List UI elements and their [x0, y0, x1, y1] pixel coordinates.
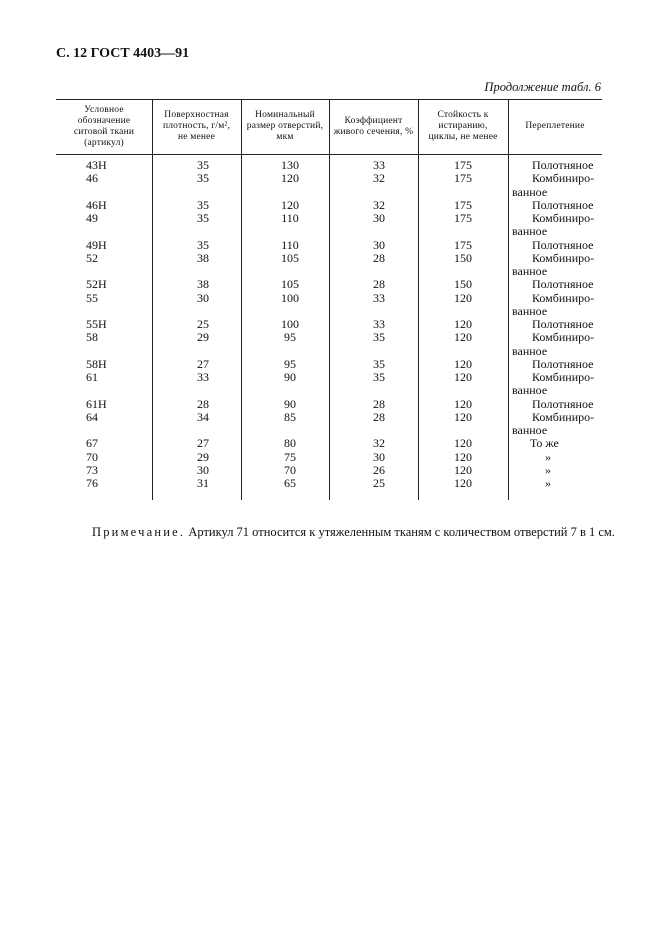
column-header-line: не менее — [177, 132, 216, 142]
cell-wear: 150 — [454, 277, 472, 292]
table-row — [56, 199, 602, 212]
cell-coef: 33 — [373, 290, 385, 305]
table-row-continuation — [56, 305, 602, 318]
cell-density: 27 — [197, 356, 209, 371]
table-row — [56, 358, 602, 371]
cell-density: 38 — [197, 277, 209, 292]
cell-size: 130 — [281, 158, 299, 172]
column-header-line: обозначение — [77, 115, 131, 126]
page-header: С. 12 ГОСТ 4403—91 — [56, 46, 190, 61]
cell-wear: 175 — [454, 237, 472, 252]
column-header — [241, 100, 329, 153]
table-body — [56, 159, 602, 490]
table-row — [56, 239, 602, 252]
table-row-continuation — [56, 225, 602, 238]
column-header-line: истиранию, — [438, 121, 488, 131]
column-header — [508, 100, 602, 153]
weave-line: То же — [530, 436, 559, 451]
weave-line: Полотняное — [532, 158, 594, 172]
table-row — [56, 318, 602, 331]
weave-line-continued: ванное — [512, 383, 548, 398]
table-row — [56, 451, 602, 464]
cell-wear: 120 — [454, 290, 472, 305]
cell-coef: 35 — [373, 356, 385, 371]
cell-coef: 25 — [373, 476, 385, 490]
table-row — [56, 464, 602, 477]
weave-line: Комбиниро- — [532, 409, 595, 424]
cell-coef: 30 — [373, 449, 385, 464]
cell-article: 67 — [86, 436, 98, 451]
cell-wear: 120 — [454, 449, 472, 464]
table-row — [56, 371, 602, 384]
cell-size: 90 — [284, 370, 296, 384]
cell-size: 75 — [284, 449, 296, 464]
column-header-line: размер отверстий, — [246, 121, 324, 131]
weave-line: Комбиниро- — [532, 330, 595, 345]
table-row-continuation — [56, 345, 602, 358]
cell-size: 110 — [281, 237, 299, 252]
cell-wear: 120 — [454, 396, 472, 411]
cell-article: 73 — [86, 462, 98, 477]
weave-line: » — [545, 462, 551, 477]
weave-line: Комбиниро- — [532, 250, 595, 265]
table-row-continuation — [56, 424, 602, 437]
cell-density: 30 — [197, 290, 209, 305]
table-row — [56, 252, 602, 265]
table-row — [56, 398, 602, 411]
cell-wear: 150 — [454, 250, 472, 265]
column-header — [56, 100, 152, 153]
cell-density: 35 — [197, 211, 209, 225]
column-header-line: ситовой ткани — [73, 126, 135, 137]
column-header — [152, 100, 241, 153]
cell-article: 43Н — [86, 158, 107, 172]
cell-size: 85 — [284, 409, 296, 424]
cell-size: 65 — [284, 476, 296, 490]
weave-line-continued: ванное — [512, 423, 548, 437]
table-row-continuation — [56, 265, 602, 278]
weave-line-continued: ванное — [512, 224, 548, 239]
cell-coef: 28 — [373, 277, 385, 292]
cell-article: 58 — [86, 330, 98, 345]
cell-article: 52 — [86, 250, 98, 265]
column-header-line: Условное — [84, 104, 124, 115]
cell-coef: 30 — [373, 237, 385, 252]
column-header-line: живого сечения, % — [333, 126, 414, 137]
column-header-line: плотность, г/м², — [162, 121, 231, 131]
cell-size: 90 — [284, 396, 296, 411]
weave-line: Комбиниро- — [532, 171, 595, 186]
cell-coef: 32 — [373, 171, 385, 186]
table-row — [56, 278, 602, 291]
cell-wear: 120 — [454, 370, 472, 384]
weave-line: Полотняное — [532, 237, 594, 252]
cell-density: 35 — [197, 158, 209, 172]
cell-size: 105 — [281, 250, 299, 265]
cell-wear: 175 — [454, 197, 472, 212]
weave-line-continued: ванное — [512, 303, 548, 318]
cell-coef: 28 — [373, 396, 385, 411]
cell-article: 64 — [86, 409, 98, 424]
cell-wear: 120 — [454, 356, 472, 371]
cell-density: 29 — [197, 449, 209, 464]
column-header-line: (артикул) — [84, 137, 124, 148]
weave-line-continued: ванное — [512, 264, 548, 278]
column-header-line: Коэффициент — [344, 115, 403, 126]
cell-density: 31 — [197, 476, 209, 490]
cell-article: 52Н — [86, 277, 107, 292]
cell-wear: 175 — [454, 158, 472, 172]
cell-wear: 120 — [454, 317, 472, 331]
weave-line: Полотняное — [532, 396, 594, 411]
weave-line: Полотняное — [532, 277, 594, 292]
note-text: Артикул 71 относится к утяжеленным тканям с количеством отверстий 7 в 1 см. — [185, 525, 615, 539]
weave-line-continued: ванное — [512, 184, 548, 199]
cell-size: 95 — [284, 356, 296, 371]
cell-size: 100 — [281, 290, 299, 305]
cell-density: 38 — [197, 250, 209, 265]
cell-article: 58Н — [86, 356, 107, 371]
cell-coef: 32 — [373, 436, 385, 451]
cell-coef: 26 — [373, 462, 385, 477]
weave-line: » — [545, 476, 551, 490]
cell-density: 25 — [197, 317, 209, 331]
note-label: Примечание. — [92, 525, 186, 539]
cell-density: 33 — [197, 370, 209, 384]
table-continuation-label: Продолжение табл. 6 — [484, 80, 601, 94]
column-header-line: мкм — [276, 132, 294, 142]
cell-coef: 35 — [373, 370, 385, 384]
weave-line: Полотняное — [532, 356, 594, 371]
cell-coef: 28 — [373, 409, 385, 424]
cell-size: 110 — [281, 211, 299, 225]
cell-density: 35 — [197, 171, 209, 186]
cell-coef: 33 — [373, 158, 385, 172]
cell-density: 28 — [197, 396, 209, 411]
table-note — [92, 525, 615, 540]
weave-line: Полотняное — [532, 317, 594, 331]
table-row — [56, 172, 602, 185]
column-header — [329, 100, 418, 153]
cell-coef: 32 — [373, 197, 385, 212]
cell-article: 46Н — [86, 197, 107, 212]
weave-line: Комбиниро- — [532, 370, 595, 384]
table-row-continuation — [56, 186, 602, 199]
cell-article: 70 — [86, 449, 98, 464]
column-header-line: Номинальный — [255, 110, 315, 120]
cell-density: 29 — [197, 330, 209, 345]
cell-density: 27 — [197, 436, 209, 451]
cell-size: 120 — [281, 171, 299, 186]
column-header-line: циклы, не менее — [428, 132, 498, 142]
cell-article: 76 — [86, 476, 98, 490]
cell-article: 61Н — [86, 396, 107, 411]
cell-density: 34 — [197, 409, 209, 424]
cell-wear: 120 — [454, 476, 472, 490]
cell-size: 105 — [281, 277, 299, 292]
cell-size: 80 — [284, 436, 296, 451]
cell-article: 55 — [86, 290, 98, 305]
weave-line: Комбиниро- — [532, 290, 595, 305]
cell-article: 61 — [86, 370, 98, 384]
cell-density: 35 — [197, 197, 209, 212]
weave-line: Комбиниро- — [532, 211, 595, 225]
cell-wear: 120 — [454, 462, 472, 477]
column-header-line: Переплетение — [525, 121, 585, 131]
cell-size: 120 — [281, 197, 299, 212]
cell-coef: 35 — [373, 330, 385, 345]
cell-wear: 175 — [454, 211, 472, 225]
weave-line: Полотняное — [532, 197, 594, 212]
cell-coef: 30 — [373, 211, 385, 225]
table-row — [56, 477, 602, 490]
cell-article: 49Н — [86, 237, 107, 252]
table-row — [56, 411, 602, 424]
cell-size: 100 — [281, 317, 299, 331]
table-row — [56, 331, 602, 344]
cell-article: 55Н — [86, 317, 107, 331]
table-row — [56, 212, 602, 225]
table-row — [56, 159, 602, 172]
table-row — [56, 292, 602, 305]
table-row — [56, 437, 602, 450]
column-header-line: Поверхностная — [164, 110, 229, 120]
cell-density: 35 — [197, 237, 209, 252]
cell-wear: 120 — [454, 409, 472, 424]
cell-article: 49 — [86, 211, 98, 225]
cell-coef: 28 — [373, 250, 385, 265]
cell-wear: 175 — [454, 171, 472, 186]
cell-size: 70 — [284, 462, 296, 477]
column-header-line: Стойкость к — [437, 110, 489, 120]
cell-size: 95 — [284, 330, 296, 345]
weave-line: » — [545, 449, 551, 464]
cell-article: 46 — [86, 171, 98, 186]
cell-wear: 120 — [454, 330, 472, 345]
cell-density: 30 — [197, 462, 209, 477]
column-header — [418, 100, 508, 153]
cell-coef: 33 — [373, 317, 385, 331]
table-row-continuation — [56, 384, 602, 397]
cell-wear: 120 — [454, 436, 472, 451]
weave-line-continued: ванное — [512, 343, 548, 358]
